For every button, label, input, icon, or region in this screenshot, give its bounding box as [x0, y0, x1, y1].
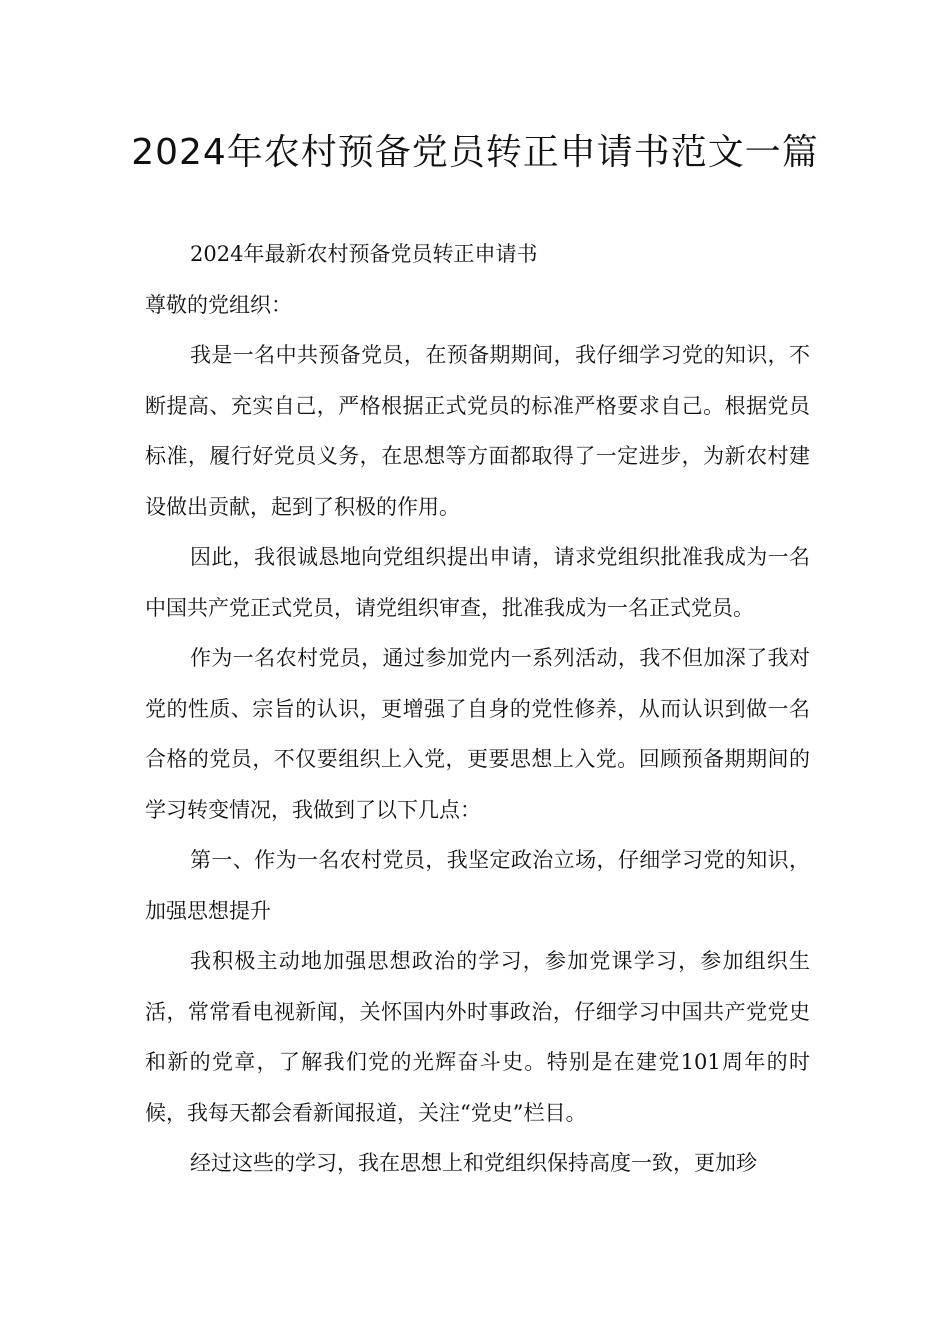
document-title: 2024年农村预备党员转正申请书范文一篇 — [131, 132, 819, 173]
document-body — [145, 229, 810, 1189]
body-paragraph-3: 作为一名农村党员，通过参加党内一系列活动，我不但加深了我对党的性质、宗旨的认识，更增强了自身的党性修养，从而认识到做一名合格的党员，不仅要组织上入党，更要思想上入党。回顾预备期期间的学习转变情况，我做到了以下几点： — [145, 646, 810, 822]
body-paragraph-1: 我是一名中共预备党员，在预备期期间，我仔细学习党的知识，不断提高、充实自己，严格根据正式党员的标准严格要求自己。根据党员标准，履行好党员义务，在思想等方面都取得了一定进步，为新农村建设做出贡献，起到了积极的作用。 — [145, 343, 810, 519]
document-subtitle: 2024年最新农村预备党员转正申请书 — [190, 242, 538, 266]
body-paragraph-2: 因此，我很诚恳地向党组织提出申请，请求党组织批准我成为一名中国共产党正式党员，请党组织审查，批准我成为一名正式党员。 — [145, 545, 810, 620]
body-paragraph-5: 我积极主动地加强思想政治的学习，参加党课学习，参加组织生活，常常看电视新闻，关怀国内外时事政治，仔细学习中国共产党党史和新的党章，了解我们党的光辉奋斗史。特别是在建党101周年的时候，我每天都会看新闻报道，关注“党史”栏目。 — [145, 949, 810, 1125]
body-paragraph-4: 第一、作为一名农村党员，我坚定政治立场，仔细学习党的知识，加强思想提升 — [145, 848, 810, 923]
salutation: 尊敬的党组织： — [145, 292, 292, 317]
body-paragraph-6: 经过这些的学习，我在思想上和党组织保持高度一致，更加珍 — [190, 1151, 757, 1175]
